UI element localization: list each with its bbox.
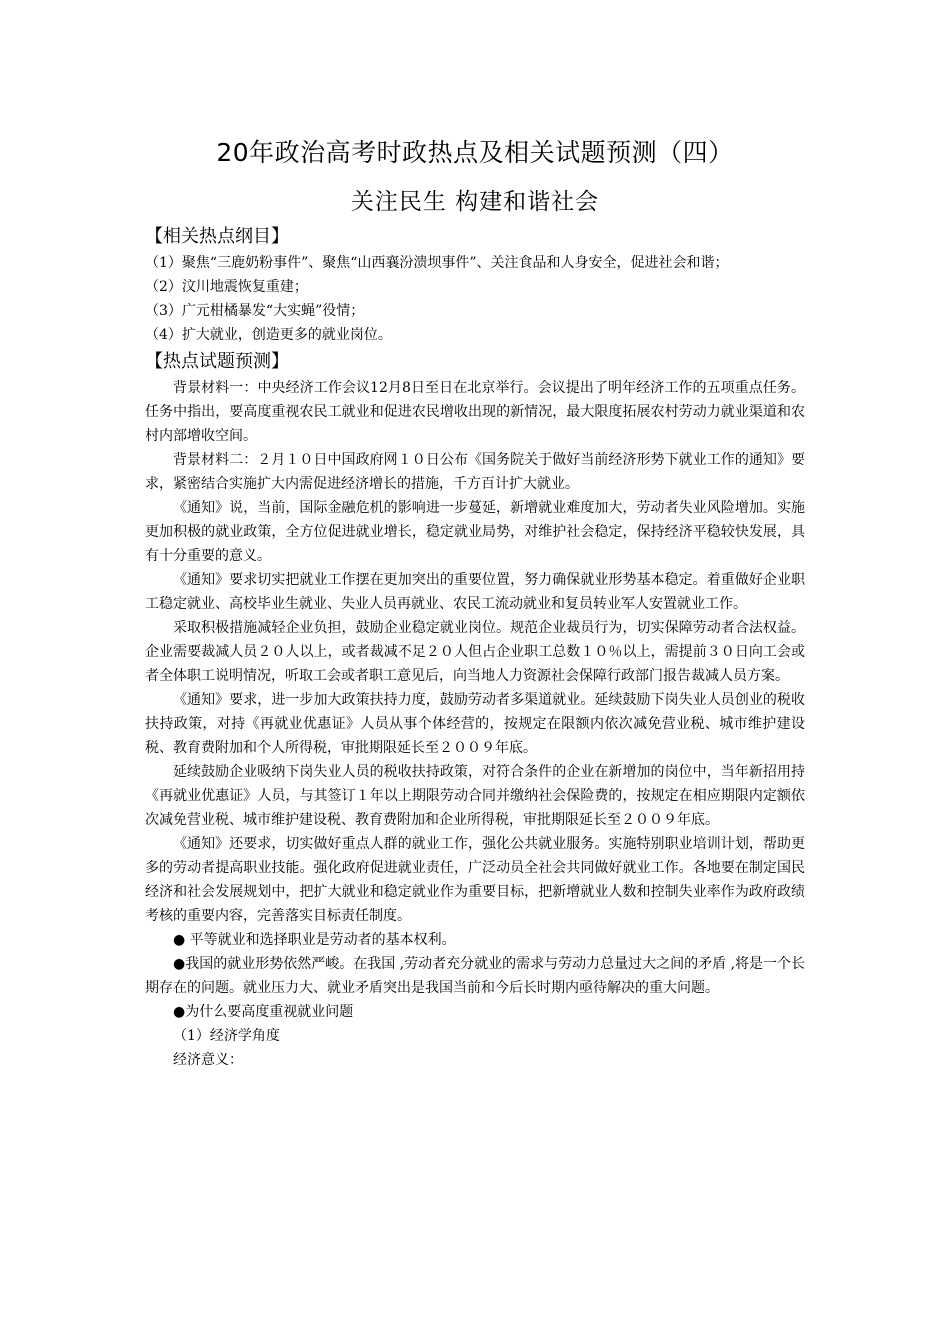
document-title: 20年政治高考时政热点及相关试题预测（四） [216,138,734,167]
paragraph-tax-support-individual: 《通知》要求，进一步加大政策扶持力度，鼓励劳动者多渠道就业。延续鼓励下岗失业人员创业的税收扶持政策，对持《再就业优惠证》人员从事个体经营的，按规定在限额内依次减免营业税、城市维护建设税、教育费附加和个人所得税，审批期限延长至２００９年底。 [145,692,805,756]
bullet-why-employment: ●为什么要高度重视就业问题 [173,1004,354,1020]
paragraph-background-2: 背景材料二：２月１０日中国政府网１０日公布《国务院关于做好当前经济形势下就业工作的通知》要求，紧密结合实施扩大内需促进经济增长的措施，千方百计扩大就业。 [145,452,805,492]
hotspot-item: （4）扩大就业，创造更多的就业岗位。 [145,327,392,343]
subheading-economics-angle: （1）经济学角度 [173,1028,280,1044]
section-heading-predictions: 【热点试题预测】 [145,351,289,372]
paragraph-tax-support-enterprise: 延续鼓励企业吸纳下岗失业人员的税收扶持政策，对符合条件的企业在新增加的岗位中，当年新招用持《再就业优惠证》人员，与其签订１年以上期限劳动合同并缴纳社会保险费的，按规定在相应期限内定额依次减免营业税、城市维护建设税、教育费附加和企业所得税，审批期限延长至２００９年底。 [145,764,805,828]
hotspot-item: （2）汶川地震恢复重建； [145,279,308,295]
paragraph-layoff-rules: 采取积极措施减轻企业负担，鼓励企业稳定就业岗位。规范企业裁员行为，切实保障劳动者合法权益。企业需要裁减人员２０人以上，或者裁减不足２０人但占企业职工总数１０％以上，需提前３０日向工会或者全体职工说明情况，听取工会或者职工意见后，向当地人力资源社会保障行政部门报告裁减人员方案。 [145,620,805,684]
paragraph-key-groups: 《通知》还要求，切实做好重点人群的就业工作，强化公共就业服务。实施特别职业培训计划，帮助更多的劳动者提高职业技能。强化政府促进就业责任，广泛动员全社会共同做好就业工作。各地要在制定国民经济和社会发展规划中，把扩大就业和稳定就业作为重要目标，把新增就业人数和控制失业率作为政府政绩考核的重要内容，完善落实目标责任制度。 [145,836,805,924]
document-subtitle: 关注民生 构建和谐社会 [350,189,600,215]
bullet-employment-situation: ●我国的就业形势依然严峻。在我国 ,劳动者充分就业的需求与劳动力总量过大之间的矛盾 ,将是一个长期存在的问题。就业压力大、就业矛盾突出是我国当前和今后长时期内亟待解决的重大问题。 [145,956,806,996]
hotspot-item: （3）广元柑橘暴发“大实蝇”役情； [145,303,365,319]
paragraph-background-1: 背景材料一：中央经济工作会议12月8日至日在北京举行。会议提出了明年经济工作的五项重点任务。任务中指出，要高度重视农民工就业和促进农民增收出现的新情况，最大限度拓展农村劳动力就业渠道和农村内部增收空间。 [145,380,805,444]
paragraph-notice-requirements: 《通知》要求切实把就业工作摆在更加突出的重要位置，努力确保就业形势基本稳定。着重做好企业职工稳定就业、高校毕业生就业、失业人员再就业、农民工流动就业和复员转业军人安置就业工作。 [145,572,805,612]
document-body [145,222,805,1072]
subheading-economic-significance: 经济意义： [173,1052,243,1068]
hotspot-item: （1）聚焦“三鹿奶粉事件”、聚焦“山西襄汾溃坝事件”、关注食品和人身安全，促进社会和谐； [145,255,729,271]
section-heading-hotspots: 【相关热点纲目】 [145,226,289,247]
paragraph-notice-intro: 《通知》说，当前，国际金融危机的影响进一步蔓延，新增就业难度加大，劳动者失业风险增加。实施更加积极的就业政策，全方位促进就业增长，稳定就业局势，对维护社会稳定，保持经济平稳较快发展，具有十分重要的意义。 [145,500,805,564]
bullet-equal-employment: ● 平等就业和选择职业是劳动者的基本权利。 [173,932,456,948]
